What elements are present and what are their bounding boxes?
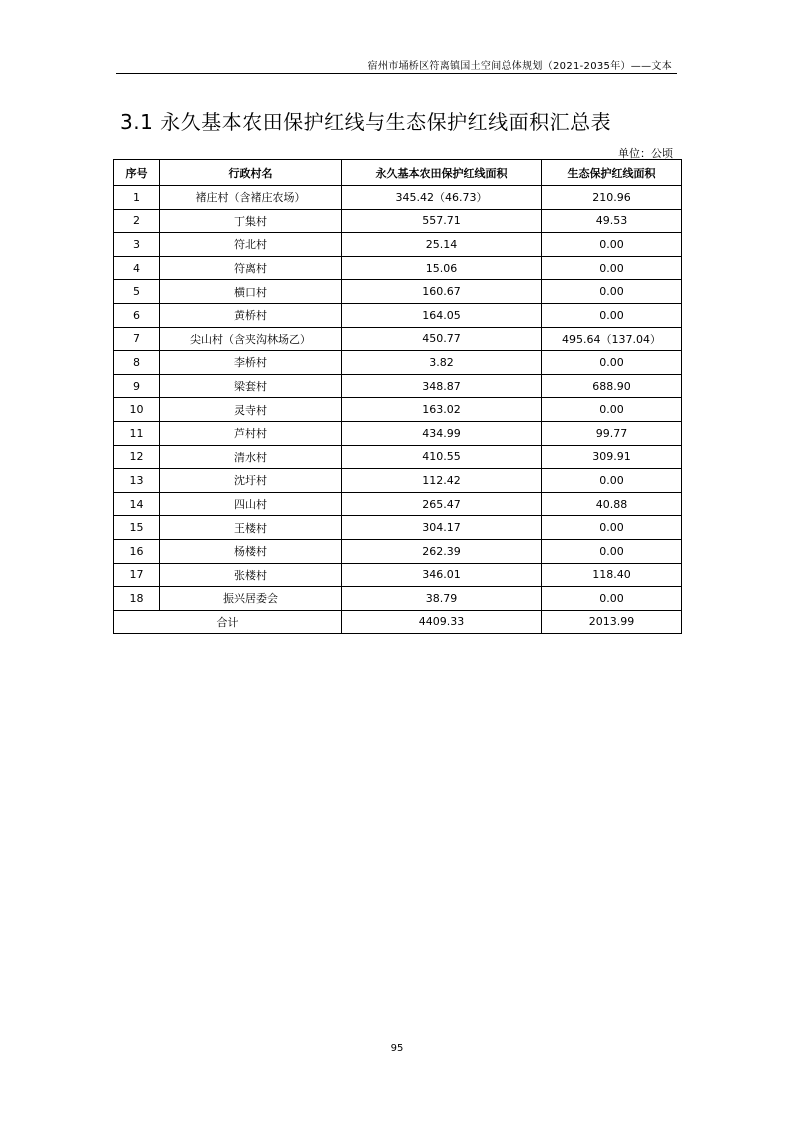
cell-village-name: 灵寺村 [160, 398, 342, 422]
cell-farmland-area: 38.79 [342, 587, 542, 611]
section-title: 3.1 永久基本农田保护红线与生态保护红线面积汇总表 [120, 110, 612, 134]
total-farmland-area: 4409.33 [342, 610, 542, 634]
table-row [114, 209, 682, 233]
cell-farmland-area: 262.39 [342, 539, 542, 563]
cell-serial: 9 [114, 374, 160, 398]
cell-village-name: 王楼村 [160, 516, 342, 540]
cell-farmland-area: 346.01 [342, 563, 542, 587]
table-row [114, 563, 682, 587]
cell-village-name: 振兴居委会 [160, 587, 342, 611]
table-row [114, 469, 682, 493]
cell-farmland-area: 25.14 [342, 233, 542, 257]
table-row [114, 233, 682, 257]
cell-farmland-area: 160.67 [342, 280, 542, 304]
cell-farmland-area: 410.55 [342, 445, 542, 469]
cell-ecology-area: 0.00 [542, 516, 682, 540]
cell-village-name: 张楼村 [160, 563, 342, 587]
cell-farmland-area: 434.99 [342, 421, 542, 445]
cell-serial: 7 [114, 327, 160, 351]
table-row [114, 256, 682, 280]
cell-ecology-area: 0.00 [542, 469, 682, 493]
cell-serial: 4 [114, 256, 160, 280]
cell-ecology-area: 40.88 [542, 492, 682, 516]
cell-ecology-area: 49.53 [542, 209, 682, 233]
table-row [114, 351, 682, 375]
cell-ecology-area: 118.40 [542, 563, 682, 587]
column-header-serial: 序号 [114, 160, 160, 186]
cell-village-name: 清水村 [160, 445, 342, 469]
column-header-farmland-area: 永久基本农田保护红线面积 [342, 160, 542, 186]
cell-village-name: 四山村 [160, 492, 342, 516]
cell-village-name: 杨楼村 [160, 539, 342, 563]
cell-farmland-area: 163.02 [342, 398, 542, 422]
cell-farmland-area: 304.17 [342, 516, 542, 540]
cell-farmland-area: 112.42 [342, 469, 542, 493]
cell-ecology-area: 0.00 [542, 351, 682, 375]
cell-ecology-area: 0.00 [542, 256, 682, 280]
table-row [114, 492, 682, 516]
cell-farmland-area: 265.47 [342, 492, 542, 516]
table-row [114, 539, 682, 563]
cell-village-name: 李桥村 [160, 351, 342, 375]
cell-farmland-area: 348.87 [342, 374, 542, 398]
cell-serial: 13 [114, 469, 160, 493]
cell-ecology-area: 99.77 [542, 421, 682, 445]
table-row [114, 186, 682, 210]
column-header-ecology-area: 生态保护红线面积 [542, 160, 682, 186]
cell-village-name: 黄桥村 [160, 303, 342, 327]
cell-serial: 16 [114, 539, 160, 563]
cell-farmland-area: 557.71 [342, 209, 542, 233]
cell-ecology-area: 0.00 [542, 539, 682, 563]
cell-serial: 3 [114, 233, 160, 257]
cell-village-name: 梁套村 [160, 374, 342, 398]
cell-serial: 10 [114, 398, 160, 422]
cell-farmland-area: 15.06 [342, 256, 542, 280]
page-number: 95 [390, 1043, 404, 1054]
table-header-row [114, 160, 682, 186]
table-total-row [114, 610, 682, 634]
cell-village-name: 符北村 [160, 233, 342, 257]
table-row [114, 280, 682, 304]
area-summary-table [113, 159, 682, 634]
cell-village-name: 丁集村 [160, 209, 342, 233]
header-divider [116, 73, 677, 74]
cell-ecology-area: 0.00 [542, 233, 682, 257]
cell-farmland-area: 164.05 [342, 303, 542, 327]
cell-village-name: 沈圩村 [160, 469, 342, 493]
cell-serial: 5 [114, 280, 160, 304]
unit-label: 单位：公顷 [618, 147, 673, 160]
cell-village-name: 尖山村（含夹沟林场乙） [160, 327, 342, 351]
cell-ecology-area: 0.00 [542, 587, 682, 611]
table-row [114, 398, 682, 422]
cell-village-name: 横口村 [160, 280, 342, 304]
table-row [114, 374, 682, 398]
table-row [114, 445, 682, 469]
cell-ecology-area: 0.00 [542, 398, 682, 422]
cell-farmland-area: 345.42（46.73） [342, 186, 542, 210]
total-ecology-area: 2013.99 [542, 610, 682, 634]
cell-ecology-area: 0.00 [542, 280, 682, 304]
table-row [114, 516, 682, 540]
cell-serial: 12 [114, 445, 160, 469]
cell-serial: 2 [114, 209, 160, 233]
cell-village-name: 褚庄村（含褚庄农场） [160, 186, 342, 210]
cell-serial: 18 [114, 587, 160, 611]
cell-village-name: 芦村村 [160, 421, 342, 445]
cell-serial: 15 [114, 516, 160, 540]
table-row [114, 303, 682, 327]
table-row [114, 421, 682, 445]
cell-ecology-area: 495.64（137.04） [542, 327, 682, 351]
cell-serial: 1 [114, 186, 160, 210]
running-header: 宿州市埇桥区符离镇国土空间总体规划（2021-2035年）——文本 [367, 61, 672, 72]
cell-village-name: 符离村 [160, 256, 342, 280]
cell-serial: 14 [114, 492, 160, 516]
cell-serial: 6 [114, 303, 160, 327]
cell-serial: 8 [114, 351, 160, 375]
cell-farmland-area: 3.82 [342, 351, 542, 375]
total-label: 合计 [114, 610, 342, 634]
table-body [114, 186, 682, 611]
table-row [114, 327, 682, 351]
table-row [114, 587, 682, 611]
cell-serial: 17 [114, 563, 160, 587]
cell-farmland-area: 450.77 [342, 327, 542, 351]
cell-serial: 11 [114, 421, 160, 445]
cell-ecology-area: 210.96 [542, 186, 682, 210]
cell-ecology-area: 309.91 [542, 445, 682, 469]
cell-ecology-area: 0.00 [542, 303, 682, 327]
column-header-village: 行政村名 [160, 160, 342, 186]
cell-ecology-area: 688.90 [542, 374, 682, 398]
